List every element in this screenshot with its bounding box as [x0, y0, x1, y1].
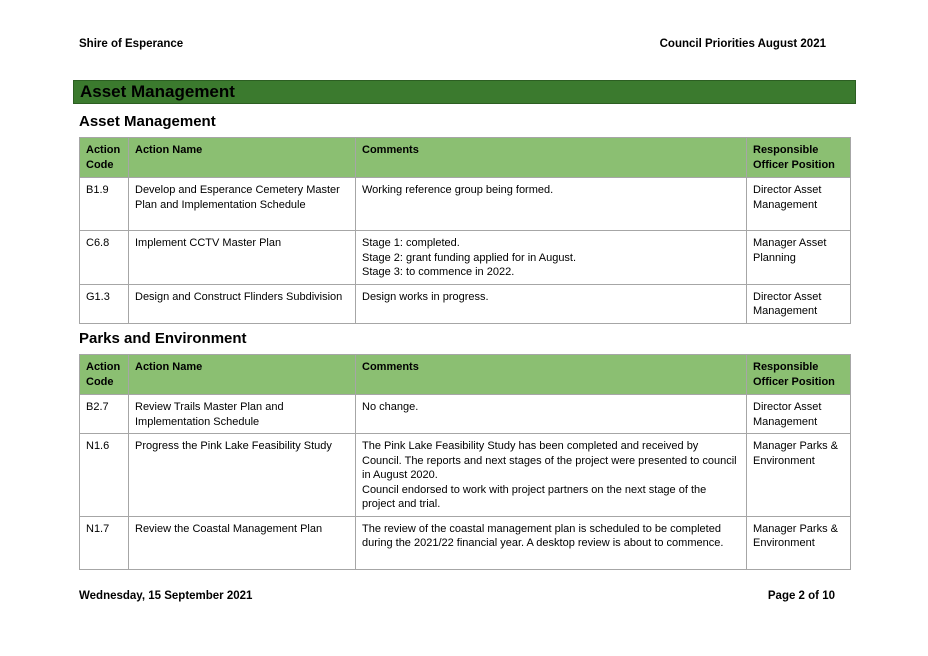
page-header — [79, 38, 826, 54]
action-name-cell: Review the Coastal Management Plan — [129, 516, 356, 569]
col-action-name: Action Name — [129, 138, 356, 178]
table-header-row — [80, 355, 851, 395]
col-comments: Comments — [356, 138, 747, 178]
action-code-cell: B2.7 — [80, 395, 129, 434]
comment-line: No change. — [362, 401, 419, 413]
table-row — [80, 516, 851, 569]
comments-cell — [356, 395, 747, 434]
comment-line: Design works in progress. — [362, 290, 489, 303]
comments-cell — [356, 284, 747, 323]
section-banner-title: Asset Management — [80, 82, 235, 101]
comment-line: Stage 1: completed. — [362, 237, 460, 249]
table-header-row — [80, 138, 851, 178]
officer-cell: Director Asset Management — [747, 395, 851, 434]
comments-cell — [356, 434, 747, 517]
page-number: Page 2 of 10 — [767, 590, 835, 602]
comment-line: The Pink Lake Feasibility Study has been completed and received by Council. The reports and next stages of the project were presented to council in August 2020. — [362, 440, 737, 481]
action-code-cell: B1.9 — [80, 178, 129, 231]
organisation-name: Shire of Esperance — [79, 38, 184, 50]
table-row — [80, 231, 851, 285]
action-name-cell: Progress the Pink Lake Feasibility Study — [129, 434, 356, 517]
comment-line: The review of the coastal management plan is scheduled to be completed during the 2021/22 financial year. A desktop review is about to commence. — [362, 522, 724, 549]
officer-cell: Director Asset Management — [747, 284, 851, 323]
action-name-cell: Review Trails Master Plan and Implementation Schedule — [129, 395, 356, 434]
comments-cell — [356, 178, 747, 231]
action-name-cell: Develop and Esperance Cemetery Master Plan and Implementation Schedule — [129, 178, 356, 231]
page-footer — [79, 590, 835, 606]
officer-cell: Manager Asset Planning — [747, 231, 851, 285]
footer-date: Wednesday, 15 September 2021 — [79, 590, 253, 602]
table-row — [80, 395, 851, 434]
subheading-asset-management: Asset Management — [79, 113, 216, 130]
table-row — [80, 284, 851, 323]
section-banner — [73, 80, 856, 104]
table-row — [80, 434, 851, 517]
comment-line: Stage 2: grant funding applied for in August. — [362, 251, 577, 264]
comments-cell — [356, 516, 747, 569]
col-comments: Comments — [356, 355, 747, 395]
comment-line: Stage 3: to commence in 2022. — [362, 266, 515, 278]
col-responsible-officer: Responsible Officer Position — [747, 355, 851, 395]
officer-cell: Manager Parks & Environment — [747, 516, 851, 569]
action-name-cell: Implement CCTV Master Plan — [129, 231, 356, 285]
subheading-parks-and-environment: Parks and Environment — [79, 330, 247, 347]
comment-line: Working reference group being formed. — [362, 184, 554, 196]
action-code-cell: N1.7 — [80, 516, 129, 569]
action-code-cell: C6.8 — [80, 231, 129, 285]
officer-cell: Director Asset Management — [747, 178, 851, 231]
action-name-cell: Design and Construct Flinders Subdivision — [129, 284, 356, 323]
document-title: Council Priorities August 2021 — [659, 38, 826, 50]
action-code-cell: G1.3 — [80, 284, 129, 323]
table-row — [80, 178, 851, 231]
col-action-code: Action Code — [80, 355, 129, 395]
action-code-cell: N1.6 — [80, 434, 129, 517]
comment-line: Council endorsed to work with project partners on the next stage of the project and trial. — [362, 483, 707, 510]
asset-management-table — [79, 137, 851, 324]
parks-environment-table — [79, 354, 851, 570]
col-responsible-officer: Responsible Officer Position — [747, 138, 851, 178]
col-action-name: Action Name — [129, 355, 356, 395]
officer-cell: Manager Parks & Environment — [747, 434, 851, 517]
col-action-code: Action Code — [80, 138, 129, 178]
comments-cell — [356, 231, 747, 285]
